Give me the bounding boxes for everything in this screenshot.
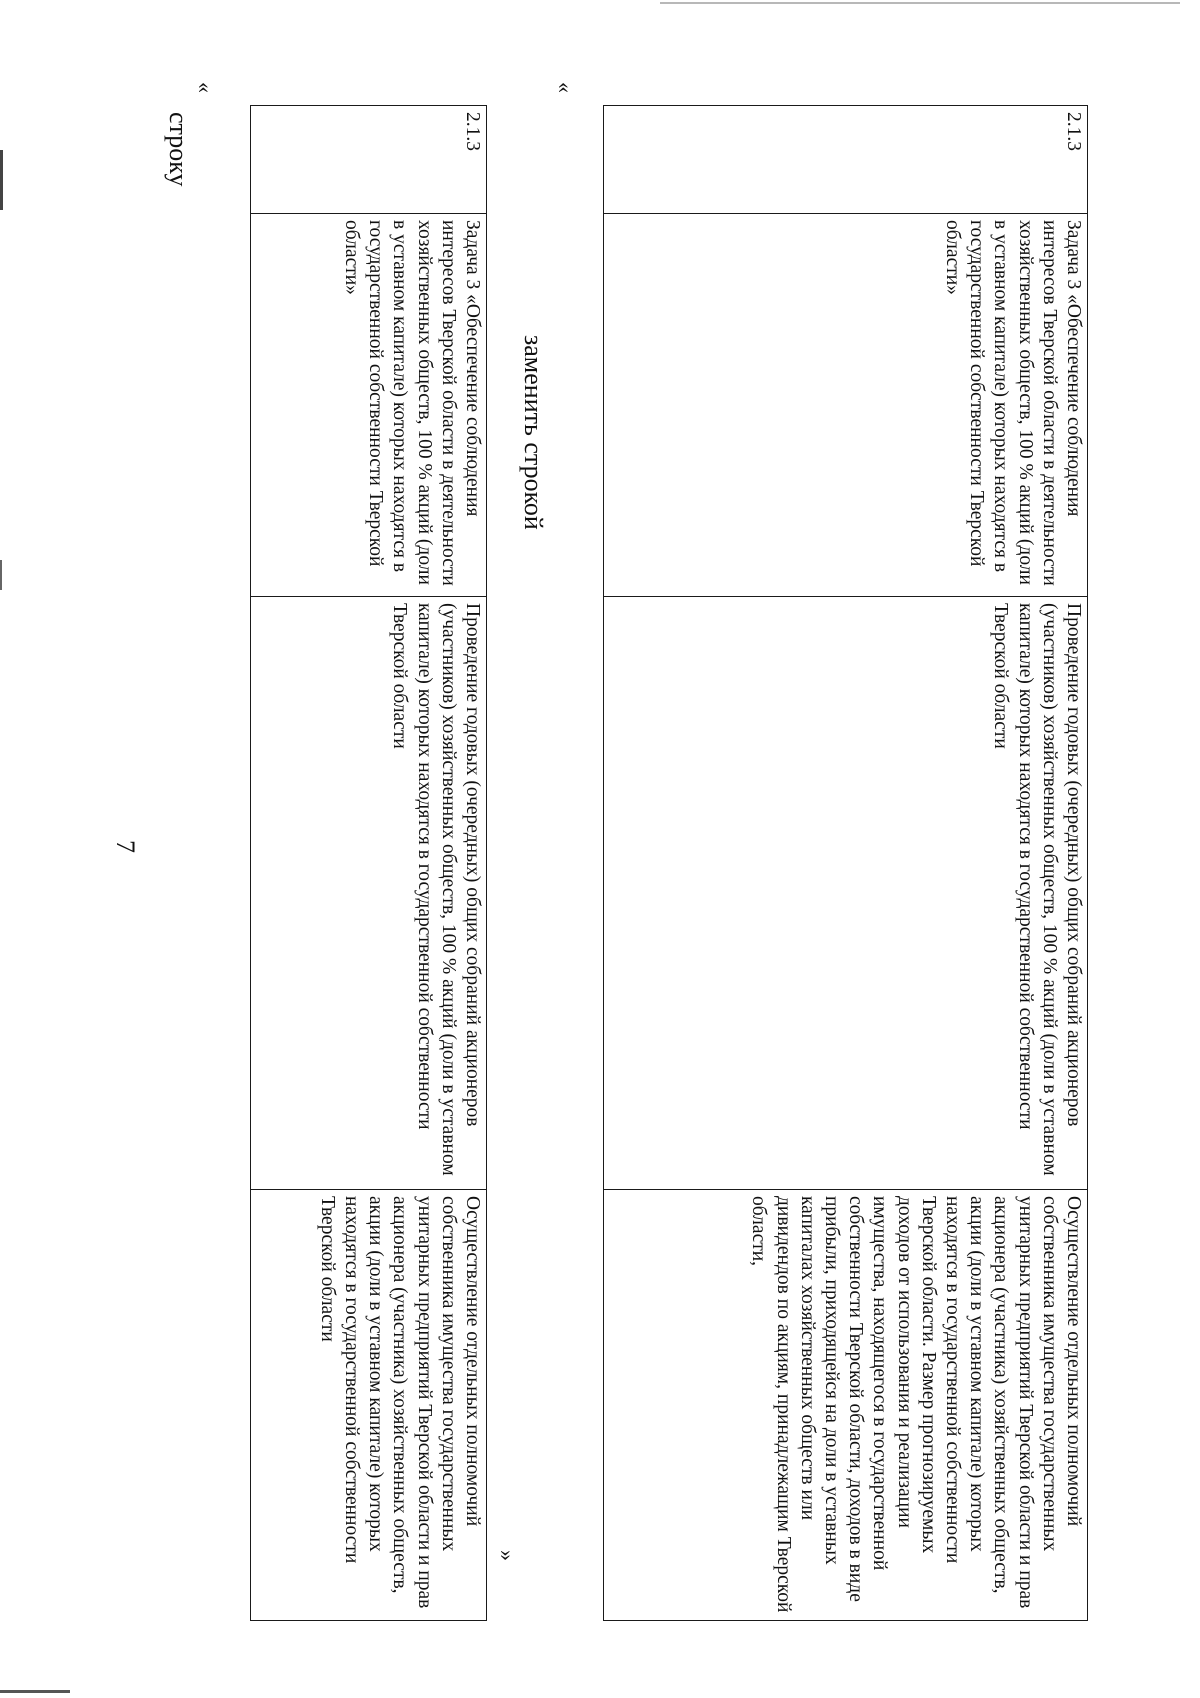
event-cell: Проведение годовых (очередных) общих собраний акционеров (участников) хозяйственных обществ, 100 % акций (доли в уставном капитале) которых находятся в государственной собственности Тверской области (604, 597, 1088, 1190)
table-row (604, 106, 1088, 1621)
old-row-table (250, 105, 487, 1621)
opening-quote-second: « (553, 82, 578, 93)
new-row-table (603, 105, 1088, 1621)
opening-quote-first: « (193, 82, 218, 93)
description-cell: Осуществление отдельных полномочий собственника имущества государственных унитарных предприятий Тверской области и прав акционера (участника) хозяйственных обществ, акции (доли в уставном капитале) которых находятся в государственной собственности Тверской области. Размер прогнозируемых доходов от использования и реализации имущества, находящегося в государственной собственности Тверской области, доходов в виде прибыли, приходящейся на доли в уставных капиталах хозяйственных обществ или дивидендов по акциям, принадлежащим Тверской области, (604, 1190, 1088, 1621)
page-number: 7 (111, 840, 140, 853)
task-cell: Задача 3 «Обеспечение соблюдения интересов Тверской области в деятельности хозяйственных обществ, 100 % акций (доли в уставном капитале) которых находятся в государственной собственности Тверской области» (604, 214, 1088, 597)
replace-with-label: заменить строкой (519, 335, 548, 530)
description-cell: Осуществление отдельных полномочий собственника имущества государственных унитарных предприятий Тверской области и прав акционера (участника) хозяйственных обществ, акции (доли в уставном капитале) которых находятся в государственной собственности Тверской области (251, 1190, 487, 1621)
closing-quote: » (495, 1550, 520, 1561)
task-cell: Задача 3 «Обеспечение соблюдения интересов Тверской области в деятельности хозяйственных обществ, 100 % акций (доли в уставном капитале) которых находятся в государственной собственности Тверской области» (251, 214, 487, 597)
table-row (251, 106, 487, 1621)
row-number-cell: 2.1.3 (604, 106, 1088, 214)
event-cell: Проведение годовых (очередных) общих собраний акционеров (участников) хозяйственных обществ, 100 % акций (доли в уставном капитале) которых находятся в государственной собственности Тверской области (251, 597, 487, 1190)
replace-from-label: строку (164, 112, 193, 187)
row-number-cell: 2.1.3 (251, 106, 487, 214)
